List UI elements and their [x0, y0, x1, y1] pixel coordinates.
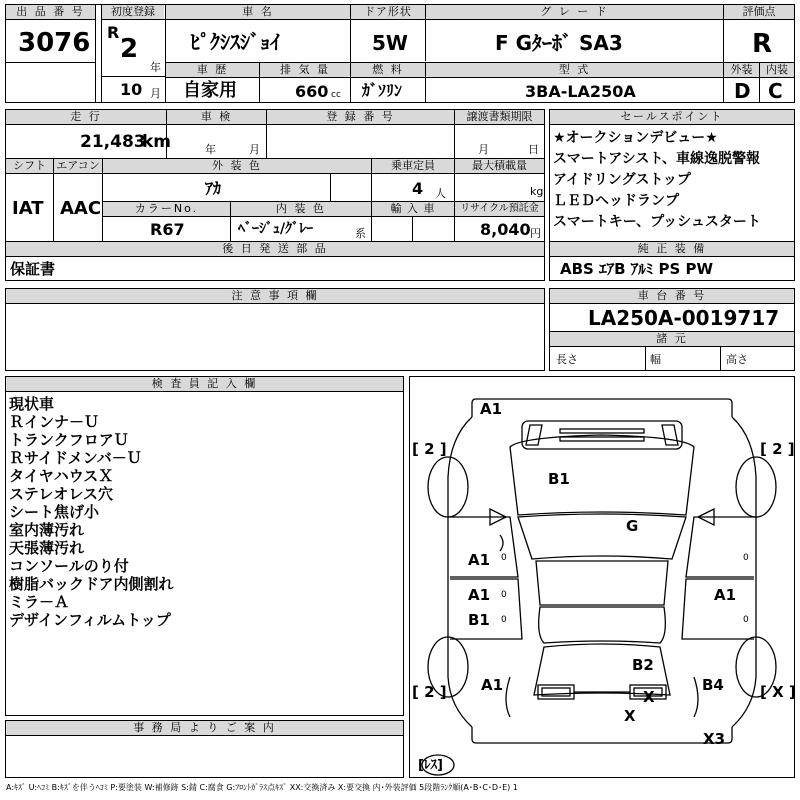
first-reg-label: 初度登録	[102, 5, 164, 19]
sales-point: スマートアシスト、車線逸脱警報	[553, 151, 761, 167]
ac: AAC	[60, 198, 102, 219]
capacity-unit: 人	[435, 187, 446, 200]
exterior-color: ｱｶ	[205, 179, 222, 198]
comment-line: Ｒサイドメンバ－Ｕ	[9, 449, 142, 467]
fuel: ｶﾞｿﾘﾝ	[362, 81, 403, 100]
interior-grade: C	[768, 79, 783, 103]
sales-point: ＬＥＤヘッドランプ	[553, 193, 679, 209]
interior-color: ﾍﾞｰｼﾞｭ/ｸﾞﾚｰ	[238, 221, 314, 237]
mark-b1-left-rear-door: B1	[468, 611, 490, 629]
score-label: 評価点	[724, 5, 794, 19]
mark-x-under: X	[624, 707, 636, 725]
sales-points-list	[553, 128, 793, 233]
shift-label: シフト	[6, 159, 53, 173]
sales-point: ★オークションデビュー★	[553, 130, 718, 146]
inspection-year-unit: 年	[205, 143, 216, 156]
displacement: 660	[295, 82, 329, 101]
mark-a1-left-rear-door: A1	[468, 586, 491, 604]
import-label: 輸 入 車	[372, 202, 454, 216]
inspection-month-unit: 月	[249, 143, 260, 156]
ac-label: エアコン	[54, 159, 102, 173]
legend: A:ｷｽﾞ U:ﾍｺﾐ B:ｷｽﾞを伴うﾍｺﾐ P:要塗装 W:補修跡 S:錆 C:腐食 G:ﾌﾛﾝﾄｶﾞﾗｽ点ｷｽﾞ XX:交換済み X:要交換 内･外装評価 5段階ﾗﾝｸ順(A･B･C･D･E) 1	[6, 783, 518, 792]
comment-line: 室内薄汚れ	[9, 521, 85, 539]
mileage-label: 走 行	[6, 110, 166, 124]
sales-point: アイドリングストップ	[553, 172, 691, 188]
chassis-label: 車 台 番 号	[550, 289, 794, 303]
recycle: 8,040	[480, 220, 531, 239]
comment-line: 現状車	[9, 395, 55, 413]
dims-label: 諸 元	[550, 332, 794, 346]
door-label: ドア形状	[351, 5, 425, 19]
mark-g-windshield: G	[626, 517, 639, 535]
capacity: 4	[412, 179, 424, 198]
mark-b4-right-rear: B4	[702, 676, 724, 694]
car-name: ﾋﾟｸｼｽｼﾞｮｲ	[190, 30, 280, 54]
chassis-number: LA250A-0019717	[588, 306, 780, 330]
exterior-grade: D	[734, 79, 751, 103]
comment-line: タイヤハウスＸ	[9, 467, 114, 485]
width-label: 幅	[650, 353, 661, 366]
mark-bracket-rr: [ X ]	[760, 683, 796, 701]
inspection-label: 車 検	[167, 110, 266, 124]
mark-bracket-fr: [ 2 ]	[760, 440, 795, 458]
mark-bracket-rl: [ 2 ]	[412, 683, 447, 701]
mileage-unit: km	[142, 132, 172, 152]
comment-line: Ｒインナ－Ｕ	[9, 413, 100, 431]
mileage: 21,483	[80, 132, 146, 152]
transfer-label: 譲渡書類期限	[455, 110, 544, 124]
inspector-label: 検 査 員 記 入 欄	[6, 377, 403, 391]
mark-a1-left-front-door: A1	[468, 551, 491, 569]
reg-month: 10	[120, 80, 143, 99]
history: 自家用	[183, 80, 237, 101]
recycle-unit: 円	[530, 227, 541, 240]
color-no-label: カラーNo.	[103, 202, 230, 216]
fuel-label: 燃 料	[351, 63, 425, 77]
reg-no-label: 登 録 番 号	[267, 110, 454, 124]
car-outline-diagram	[410, 377, 794, 777]
load-unit: kg	[530, 185, 544, 198]
comment-line: 樹脂バックドア内側割れ	[9, 575, 174, 593]
comment-line: トランクフロアＵ	[9, 431, 129, 449]
height-label: 高さ	[726, 353, 748, 366]
later-parts-label: 後 日 発 送 部 品	[6, 242, 544, 256]
later-parts: 保証書	[10, 260, 56, 278]
color-no: R67	[150, 220, 185, 239]
month-unit: 月	[150, 87, 161, 100]
reg-year: 2	[120, 34, 139, 64]
comment-line: デザインフィルムトップ	[9, 611, 171, 629]
comment-line: 天張薄汚れ	[9, 539, 85, 557]
shift: IAT	[12, 198, 44, 219]
mark-a1-front: A1	[480, 400, 503, 418]
lot-label: 出 品 番 号	[6, 5, 95, 19]
sales-point: スマートキー、プッシュスタート	[553, 214, 761, 230]
sales-points-label: セールスポイント	[550, 110, 794, 124]
comment-line: コンソールのり付	[9, 557, 129, 575]
lot-number: 3076	[18, 28, 91, 58]
transfer-month-unit: 月	[478, 143, 489, 156]
mark-small-o: 0	[743, 615, 749, 625]
grade-label: グ レ ー ド	[426, 5, 723, 19]
interior-label: 内装	[760, 63, 794, 77]
load-label: 最大積載量	[455, 159, 544, 173]
era: R	[107, 23, 120, 42]
equipment: ABS ｴｱB ｱﾙﾐ PS PW	[560, 260, 714, 278]
mark-a1-left-rear: A1	[481, 676, 504, 694]
mark-b2-rear: B2	[632, 656, 654, 674]
mark-bracket-fl: [ 2 ]	[412, 440, 447, 458]
score: R	[752, 29, 773, 59]
exterior-color-label: 外 装 色	[103, 159, 371, 173]
comment-line: ミラ－Ａ	[9, 593, 70, 611]
interior-color-label: 内 装 色	[231, 202, 371, 216]
mark-small-o: 0	[501, 553, 507, 563]
equipment-label: 純 正 装 備	[550, 242, 794, 256]
capacity-label: 乗車定員	[372, 159, 454, 173]
mark-b1-hood: B1	[548, 470, 570, 488]
mark-spare: [ﾚｽ]	[418, 758, 443, 773]
displacement-unit: cc	[331, 90, 341, 100]
year-unit: 年	[150, 61, 161, 74]
displacement-label: 排 気 量	[260, 63, 350, 77]
model-label: 型 式	[426, 63, 723, 77]
length-label: 長さ	[556, 353, 578, 366]
history-label: 車 歴	[166, 63, 259, 77]
mark-a1-right-rear-door: A1	[714, 586, 737, 604]
inspector-comments	[9, 395, 399, 629]
notes-label: 注 意 事 項 欄	[6, 289, 544, 303]
comment-line: ステレオレス穴	[9, 485, 113, 503]
mark-small-o: 0	[501, 615, 507, 625]
mark-x3: X3	[703, 730, 726, 748]
mark-x-bumper: X	[643, 688, 655, 706]
comment-line: シート焦げ小	[9, 503, 100, 521]
door-type: 5W	[372, 31, 408, 55]
car-name-label: 車 名	[166, 5, 350, 19]
mark-small-o: 0	[501, 590, 507, 600]
mark-small-o: 0	[743, 553, 749, 563]
transfer-day-unit: 日	[528, 143, 539, 156]
office-label: 事 務 局 よ り ご 案 内	[6, 721, 403, 735]
interior-color-suffix: 系	[355, 227, 366, 240]
recycle-label: リサイクル預託金	[455, 202, 544, 216]
grade: F Gﾀｰﾎﾞ SA3	[495, 31, 623, 55]
model: 3BA-LA250A	[525, 82, 636, 101]
exterior-label: 外装	[724, 63, 759, 77]
